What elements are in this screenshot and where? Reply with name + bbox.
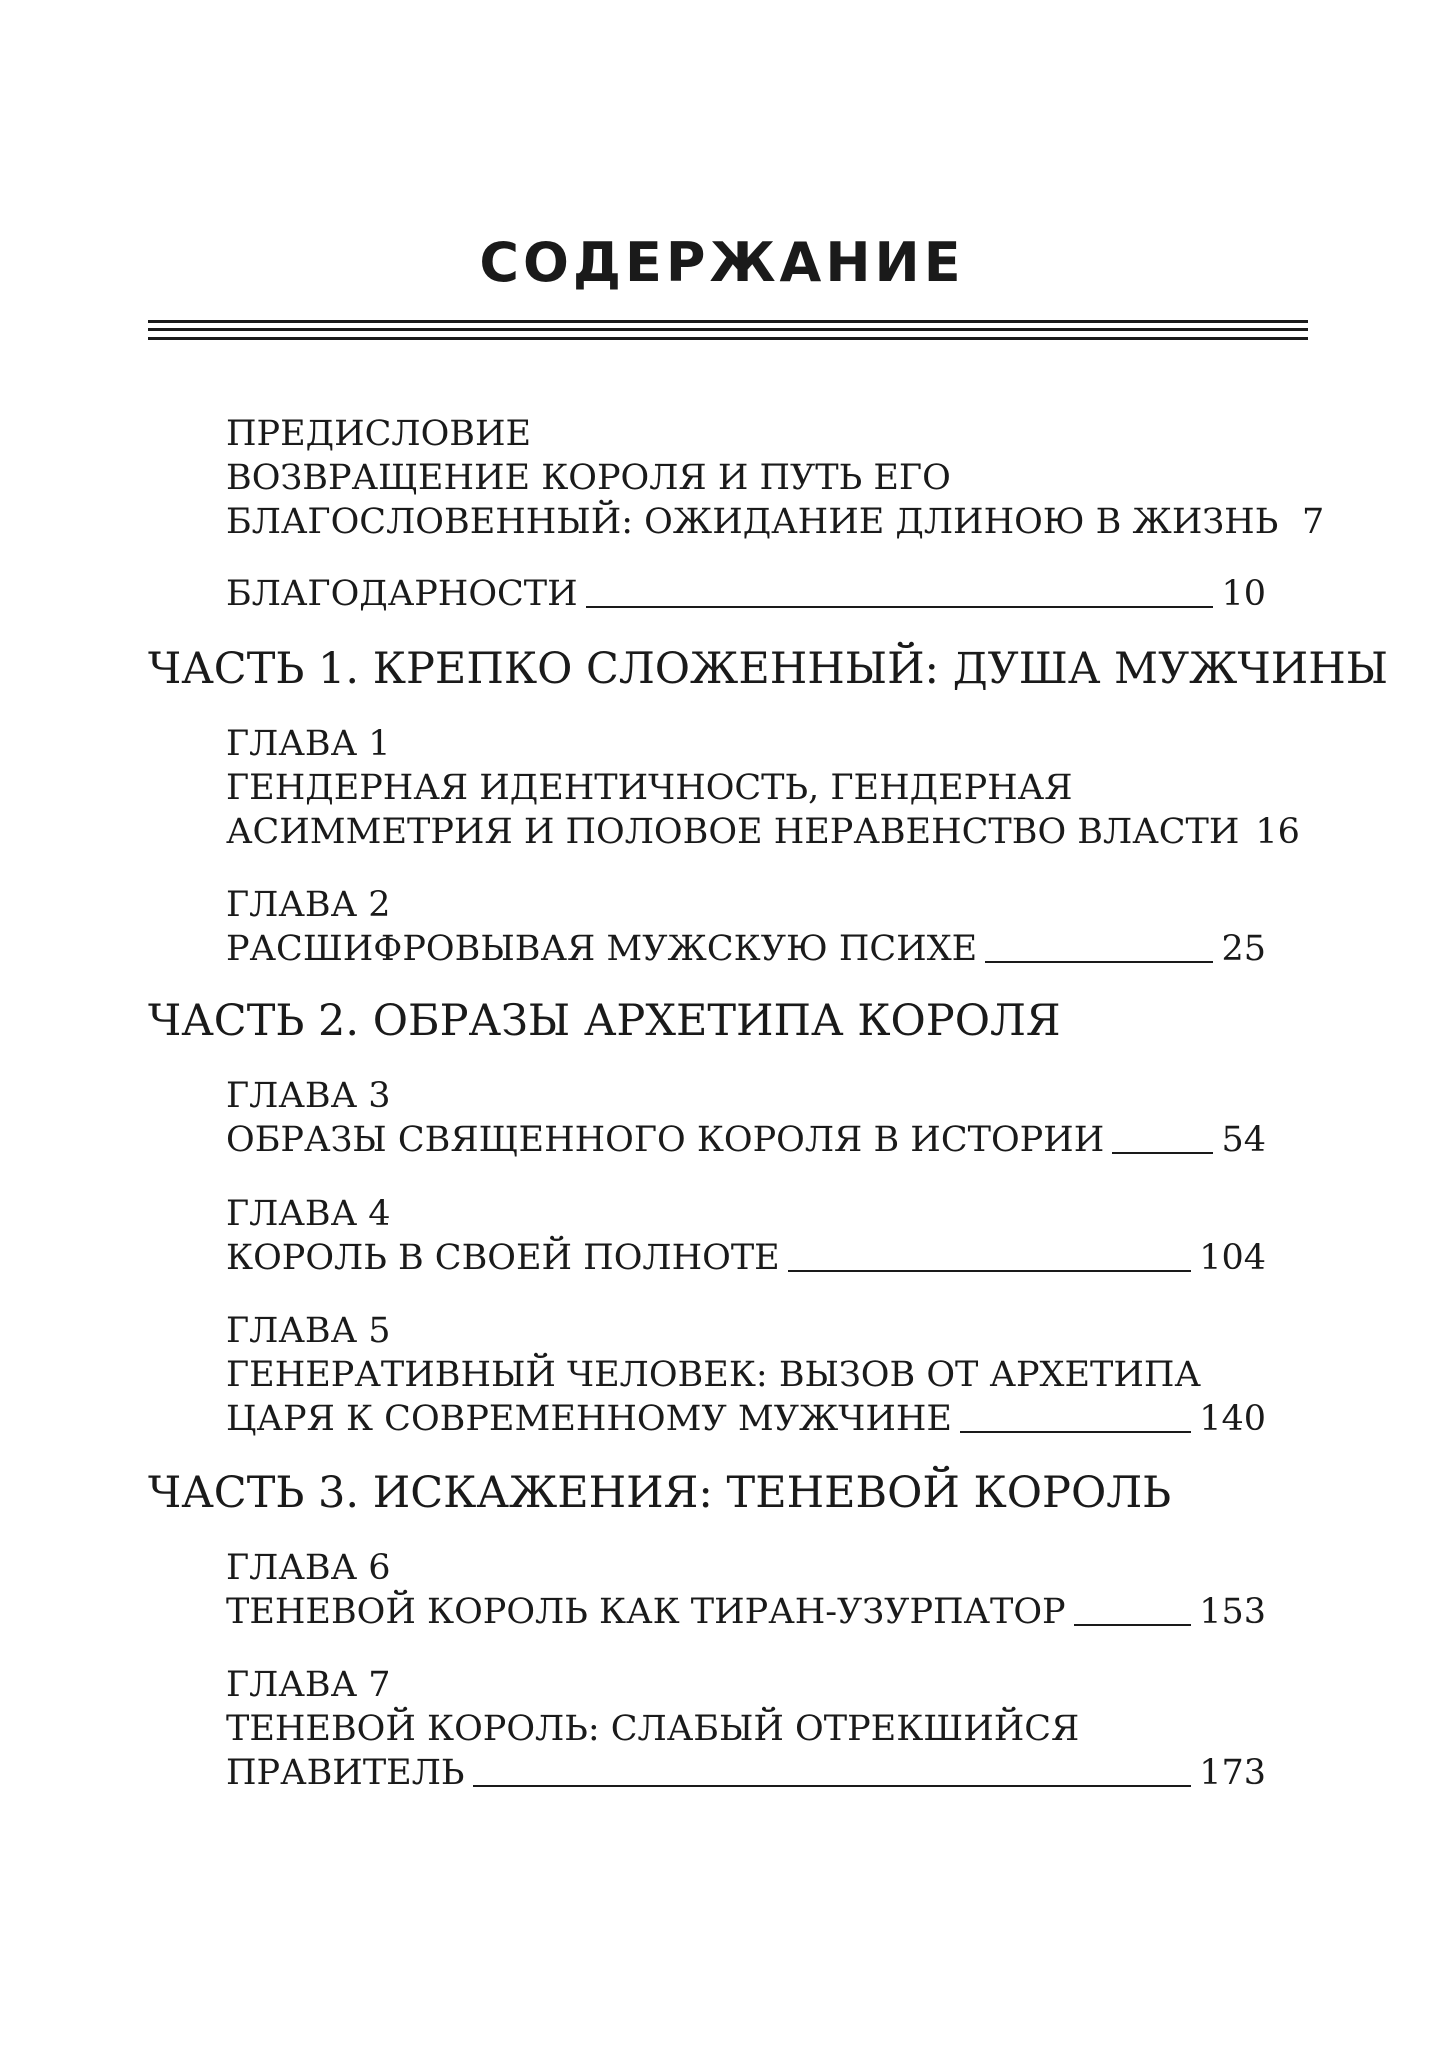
toc-entry-label [226, 412, 1266, 456]
chapter-title-line2: АСИММЕТРИЯ И ПОЛОВОЕ НЕРАВЕНСТВО ВЛАСТИ [226, 812, 1240, 852]
title-rule [148, 320, 1308, 340]
leader-line [1112, 1152, 1213, 1154]
chapter-title-line1: ТЕНЕВОЙ КОРОЛЬ: СЛАБЫЙ ОТРЕКШИЙСЯ [226, 1709, 1080, 1749]
toc-entry-line[interactable] [226, 1590, 1266, 1634]
leader-line [1074, 1624, 1192, 1626]
toc-entry-line[interactable] [226, 927, 1266, 971]
toc-entry-line[interactable] [226, 1118, 1266, 1162]
leader-line [473, 1785, 1192, 1787]
chapter-title-line1: ОБРАЗЫ СВЯЩЕННОГО КОРОЛЯ В ИСТОРИИ [226, 1120, 1105, 1160]
toc-entry-label [226, 1663, 1266, 1707]
chapter-label: ГЛАВА 7 [226, 1665, 391, 1705]
toc-entry-line[interactable] [226, 572, 1266, 616]
part-heading[interactable]: ЧАСТЬ 2. ОБРАЗЫ АРХЕТИПА КОРОЛЯ [148, 996, 1061, 1046]
page-number: 10 [1221, 574, 1266, 614]
chapter-title-line1: ГЕНДЕРНАЯ ИДЕНТИЧНОСТЬ, ГЕНДЕРНАЯ [226, 768, 1073, 808]
chapter-title-line1: РАСШИФРОВЫВАЯ МУЖСКУЮ ПСИХЕ [226, 929, 978, 969]
page-number: 104 [1199, 1238, 1266, 1278]
toc-entry-label [226, 722, 1266, 766]
toc-entry-line [226, 1353, 1266, 1397]
leader-line [985, 961, 1213, 963]
page-number: 25 [1221, 929, 1266, 969]
toc-entry-label [226, 1192, 1266, 1236]
page-title: СОДЕРЖАНИЕ [479, 231, 965, 294]
leader-line [960, 1431, 1191, 1433]
toc-entry-label [226, 1074, 1266, 1118]
page-number: 16 [1255, 812, 1300, 852]
chapter-title-line1: ГЕНЕРАТИВНЫЙ ЧЕЛОВЕК: ВЫЗОВ ОТ АРХЕТИПА [226, 1355, 1201, 1395]
page-number: 173 [1199, 1753, 1266, 1793]
leader-line [788, 1270, 1191, 1272]
toc-entry-line[interactable] [226, 500, 1325, 544]
chapter-label: ГЛАВА 3 [226, 1076, 391, 1116]
toc-entry-line[interactable] [226, 1236, 1266, 1280]
chapter-title-line1: ТЕНЕВОЙ КОРОЛЬ КАК ТИРАН-УЗУРПАТОР [226, 1592, 1066, 1632]
chapter-label: ГЛАВА 5 [226, 1311, 391, 1351]
page-number: 7 [1302, 502, 1325, 542]
preface-title-line2: БЛАГОСЛОВЕННЫЙ: ОЖИДАНИЕ ДЛИНОЮ В ЖИЗНЬ [226, 502, 1279, 542]
chapter-title-line2: ПРАВИТЕЛЬ [226, 1753, 465, 1793]
chapter-label: ГЛАВА 1 [226, 724, 391, 764]
chapter-title-line2: ЦАРЯ К СОВРЕМЕННОМУ МУЖЧИНЕ [226, 1399, 952, 1439]
page-number: 54 [1221, 1120, 1266, 1160]
toc-entry-line[interactable] [226, 1751, 1266, 1795]
preface-title-line1: ВОЗВРАЩЕНИЕ КОРОЛЯ И ПУТЬ ЕГО [226, 458, 951, 498]
part-heading[interactable]: ЧАСТЬ 3. ИСКАЖЕНИЯ: ТЕНЕВОЙ КОРОЛЬ [148, 1468, 1172, 1518]
toc-entry-label [226, 883, 1266, 927]
chapter-label: ГЛАВА 6 [226, 1548, 391, 1588]
part-heading[interactable]: ЧАСТЬ 1. КРЕПКО СЛОЖЕННЫЙ: ДУША МУЖЧИНЫ [148, 644, 1389, 694]
leader-line [586, 606, 1214, 608]
preface-label: ПРЕДИСЛОВИЕ [226, 414, 532, 454]
toc-entry-line[interactable] [226, 1397, 1266, 1441]
toc-entry-line [226, 1707, 1266, 1751]
chapter-label: ГЛАВА 2 [226, 885, 391, 925]
toc-entry-line [226, 456, 1266, 500]
chapter-label: ГЛАВА 4 [226, 1194, 391, 1234]
acknowledgements-label: БЛАГОДАРНОСТИ [226, 574, 578, 614]
chapter-title-line1: КОРОЛЬ В СВОЕЙ ПОЛНОТЕ [226, 1238, 780, 1278]
page-number: 153 [1199, 1592, 1266, 1632]
toc-entry-line[interactable] [226, 810, 1300, 854]
toc-entry-label [226, 1309, 1266, 1353]
toc-entry-line [226, 766, 1266, 810]
toc-entry-label [226, 1546, 1266, 1590]
page-number: 140 [1199, 1399, 1266, 1439]
